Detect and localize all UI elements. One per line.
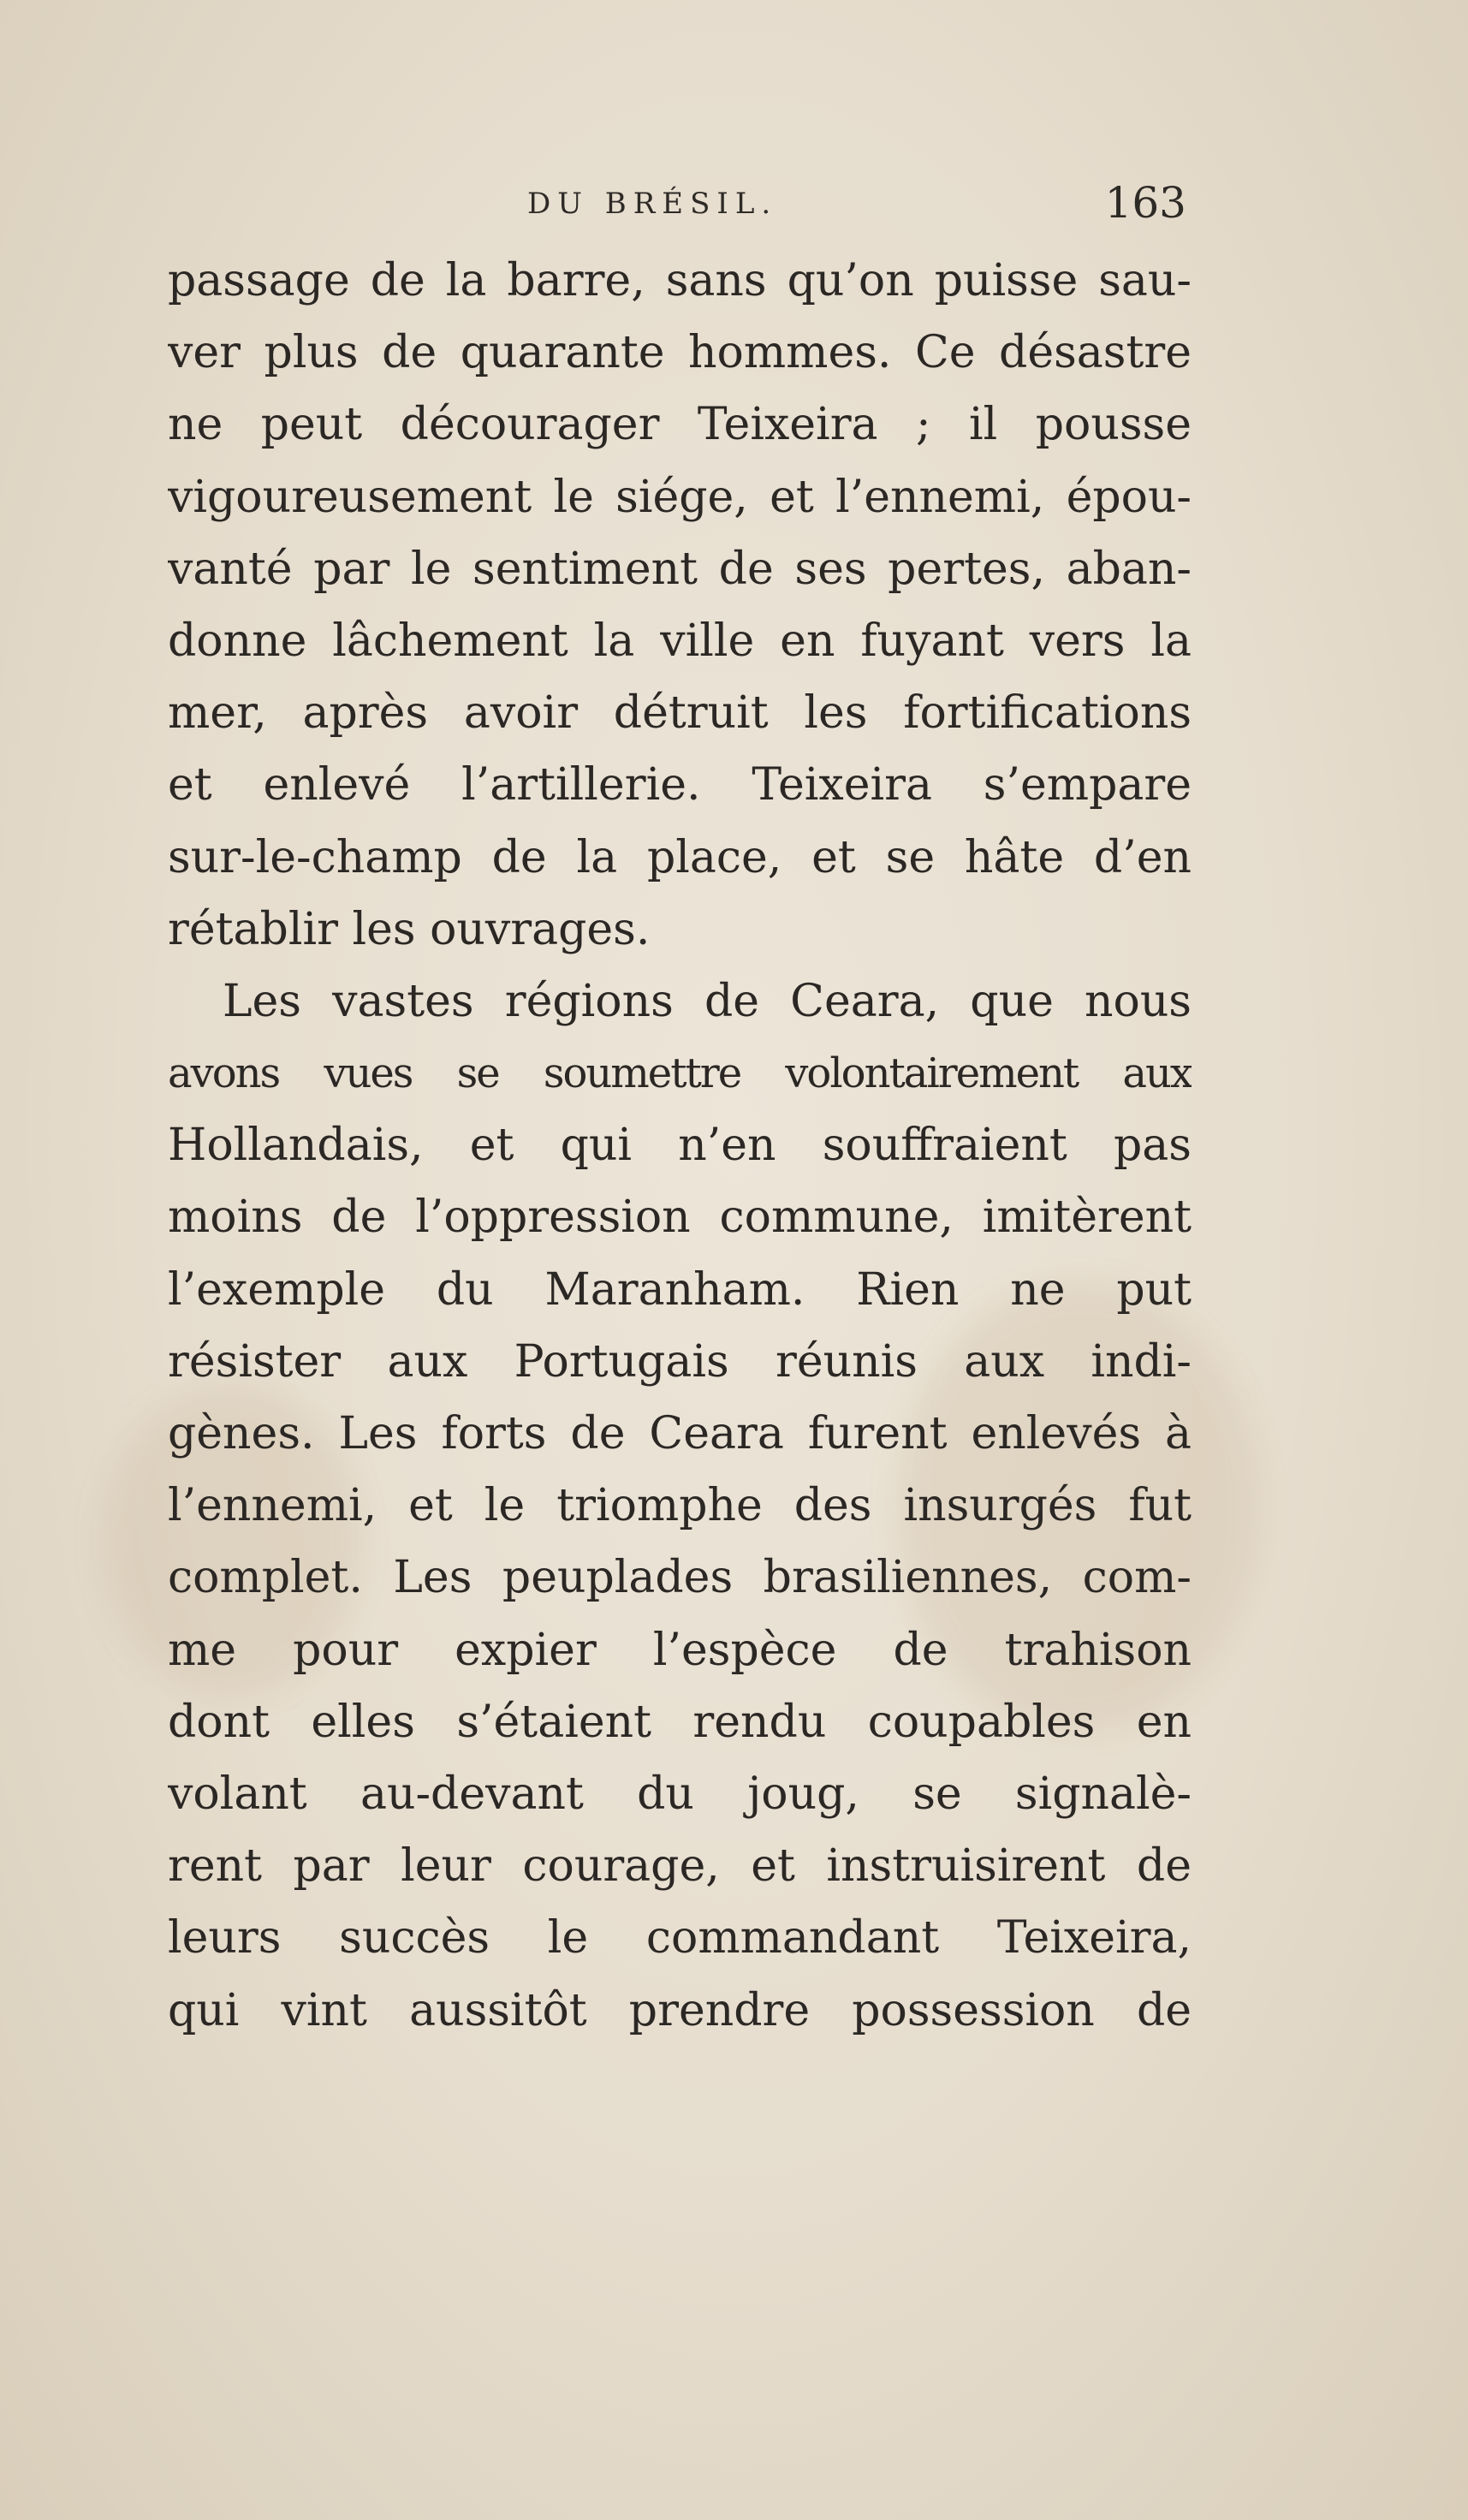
text-line: gènes. Les forts de Ceara furent enlevés à: [168, 1408, 1192, 1459]
text-line: vigoureusement le siége, et l’ennemi, épou-: [168, 471, 1192, 523]
text-line: rétablir les ouvrages.: [168, 903, 651, 955]
running-title: DU BRÉSIL.: [527, 187, 778, 221]
text-line: résister aux Portugais réunis aux indi-: [168, 1335, 1192, 1388]
text-line: complet. Les peuplades brasiliennes, com-: [168, 1552, 1192, 1604]
text-line: me pour expier l’espèce de trahison: [168, 1624, 1192, 1676]
text-line: et enlevé l’artillerie. Teixeira s’empare: [168, 759, 1192, 811]
text-line: ver plus de quarante hommes. Ce désastre: [168, 327, 1192, 379]
text-line: moins de l’oppression commune, imitèrent: [168, 1192, 1192, 1244]
text-line: passage de la barre, sans qu’on puisse sau-: [168, 255, 1192, 306]
text-line: leurs succès le commandant Teixeira,: [168, 1912, 1192, 1964]
text-line: rent par leur courage, et instruisirent de: [168, 1840, 1192, 1893]
text-line: vanté par le sentiment de ses pertes, aban-: [168, 543, 1192, 595]
text-line: volant au-devant du joug, se signalè-: [168, 1768, 1192, 1820]
text-line: l’ennemi, et le triomphe des insurgés fut: [168, 1480, 1192, 1532]
text-line: sur-le-champ de la place, et se hâte d’en: [168, 831, 1192, 883]
body-text: [168, 245, 1192, 2047]
text-line: l’exemple du Maranham. Rien ne put: [168, 1263, 1192, 1316]
text-line: Les vastes régions de Ceara, que nous: [223, 975, 1192, 1027]
text-line: ne peut décourager Teixeira ; il pousse: [168, 399, 1192, 451]
running-head: [168, 178, 1186, 229]
text-line: donne lâchement la ville en fuyant vers la: [168, 615, 1192, 667]
text-line: dont elles s’étaient rendu coupables en: [168, 1696, 1192, 1748]
text-line: qui vint aussitôt prendre possession de: [168, 1984, 1192, 2036]
page-number: 163: [1104, 178, 1186, 228]
text-line: avons vues se soumettre volontairement aux: [168, 1049, 1192, 1098]
text-line: Hollandais, et qui n’en souffraient pas: [168, 1120, 1192, 1172]
text-line: mer, après avoir détruit les fortifications: [168, 687, 1192, 740]
